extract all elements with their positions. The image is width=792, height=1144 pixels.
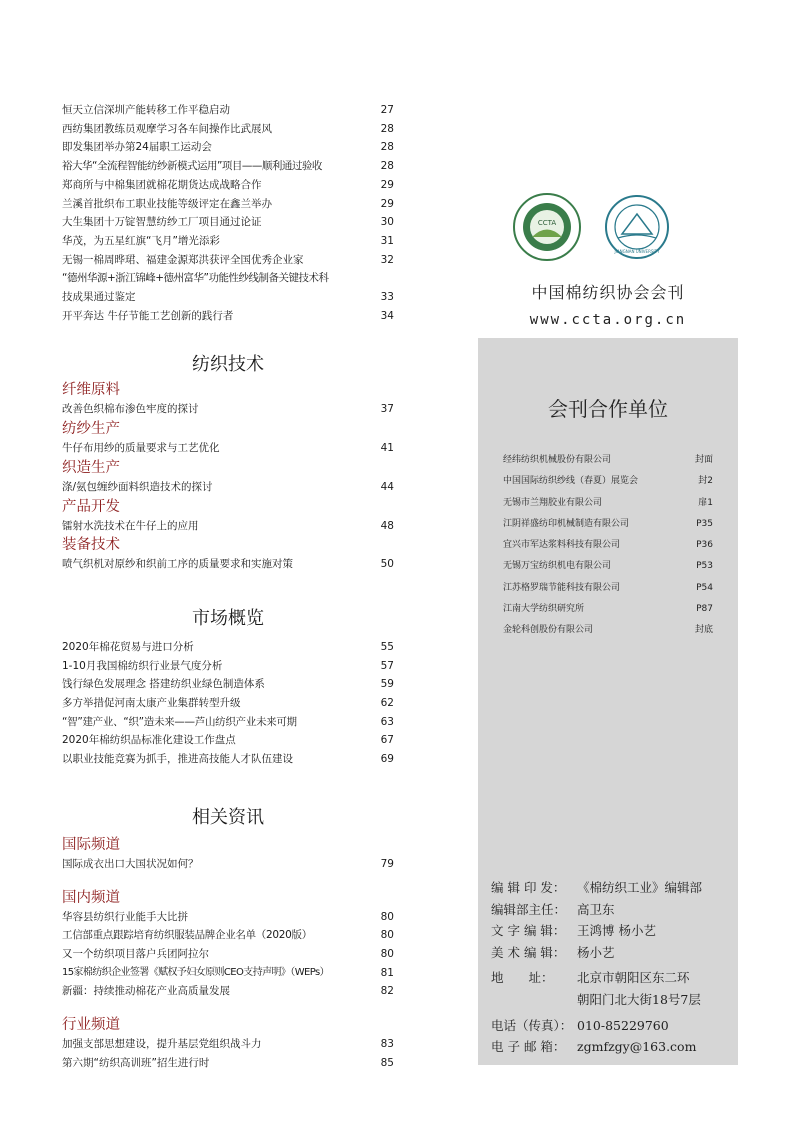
entry-title: 牛仔布用纱的质量要求与工艺优化 xyxy=(62,442,220,455)
entry-title: 1-10月我国棉纺织行业景气度分析 xyxy=(62,659,223,672)
entry-title: 喷气织机对原纱和织前工序的质量要求和实施对策 xyxy=(62,558,293,571)
subsection-title: 纺纱生产 xyxy=(62,421,120,438)
entry-title: “智”建产业、“织”造未来——芦山纺织产业未来可期 xyxy=(62,715,297,728)
partner-item xyxy=(503,599,713,620)
toc-entry[interactable] xyxy=(62,157,394,176)
entry-page: 29 xyxy=(380,197,394,210)
entry-page: 63 xyxy=(380,715,394,728)
toc-entry[interactable] xyxy=(62,1054,394,1073)
partner-name: 无锡万宝纺织机电有限公司 xyxy=(503,561,612,572)
entry-page: 69 xyxy=(380,753,394,766)
toc-entry[interactable] xyxy=(62,713,394,732)
entry-title: 即发集团举办第24届职工运动会 xyxy=(62,141,212,154)
text-editor-row xyxy=(491,920,736,942)
partner-position: P54 xyxy=(696,582,713,593)
partner-item xyxy=(503,493,713,514)
entry-page: 80 xyxy=(380,929,394,942)
entry-title: 华容县纺织行业能手大比拼 xyxy=(62,910,188,923)
partner-name: 宜兴市军达浆料科技有限公司 xyxy=(503,540,621,551)
toc-entry[interactable] xyxy=(62,1035,394,1054)
entry-page: 57 xyxy=(380,659,394,672)
subsection-title: 行业频道 xyxy=(62,1017,120,1034)
subsection-title: 国际频道 xyxy=(62,836,120,853)
entry-title: 涤/氨包缠纱面料织造技术的探讨 xyxy=(62,480,213,493)
entry-page: 50 xyxy=(380,558,394,571)
entry-title: 裕大华“全流程智能纺纱新模式运用”项目——顺利通过验收 xyxy=(62,160,322,173)
entry-page: 33 xyxy=(380,291,394,304)
logos xyxy=(512,192,672,272)
entry-title: 改善色织棉布渗色牢度的探讨 xyxy=(62,403,199,416)
toc-entry[interactable] xyxy=(62,251,394,270)
toc-entry[interactable] xyxy=(62,945,394,964)
partner-item xyxy=(503,620,713,641)
entry-title: 技成果通过鉴定 xyxy=(62,291,136,304)
entry-page: 59 xyxy=(380,678,394,691)
director-label: 编辑部主任： xyxy=(491,901,567,917)
section-title-news: 相关资讯 xyxy=(192,806,264,828)
toc-entry[interactable] xyxy=(62,982,394,1001)
partner-item xyxy=(503,471,713,492)
editorial-info xyxy=(491,877,736,1058)
entry-title: 郑商所与中棉集团就棉花期货达成战略合作 xyxy=(62,178,262,191)
phone-row xyxy=(491,1015,736,1037)
entry-title: 第六期“纺织高训班”招生进行时 xyxy=(62,1056,210,1069)
address-line2: 朝阳门北大街18号7层 xyxy=(577,991,701,1007)
text-editor-label: 文 字 编 辑： xyxy=(491,923,566,939)
entry-title: 兰溪首批织布工职业技能等级评定在鑫兰举办 xyxy=(62,197,272,210)
entry-page: 80 xyxy=(380,947,394,960)
partners-list xyxy=(503,450,713,642)
toc-entry[interactable] xyxy=(62,750,394,769)
partner-name: 中国国际纺织纱线（春夏）展览会 xyxy=(503,476,639,487)
toc-entry[interactable] xyxy=(62,555,394,574)
partner-name: 经纬纺织机械股份有限公司 xyxy=(503,455,612,465)
partner-name: 江苏格罗瑞节能科技有限公司 xyxy=(503,582,621,593)
entry-title: 无锡一棉周晔珺、福建金源郑洪获评全国优秀企业家 xyxy=(62,253,304,266)
entry-title: 新疆：持续推动棉花产业高质量发展 xyxy=(62,985,230,998)
email-label: 电 子 邮 箱： xyxy=(491,1039,566,1055)
partner-item xyxy=(503,556,713,577)
entry-title: 多方举措促河南太康产业集群转型升级 xyxy=(62,697,241,710)
art-editor-value: 杨小艺 xyxy=(577,944,615,960)
art-editor-row xyxy=(491,942,736,964)
toc-entry[interactable] xyxy=(62,517,394,536)
entry-title: 2020年棉花贸易与进口分析 xyxy=(62,640,194,653)
entry-page: 44 xyxy=(380,480,394,493)
entry-page: 62 xyxy=(380,697,394,710)
toc-entry[interactable] xyxy=(62,478,394,497)
director-row xyxy=(491,899,736,921)
entry-title: 15家棉纺织企业签署《赋权予妇女原则CEO支持声明》（WEPs） xyxy=(62,966,329,978)
entry-page: 81 xyxy=(380,966,394,979)
address-line1: 北京市朝阳区东二环 xyxy=(577,970,690,986)
partner-position: 封底 xyxy=(694,625,713,636)
entry-page: 28 xyxy=(380,122,394,135)
toc-entry[interactable] xyxy=(62,120,394,139)
director-value: 高卫东 xyxy=(577,901,615,917)
toc-entry[interactable] xyxy=(62,964,394,983)
entry-title: 2020年棉纺织品标准化建设工作盘点 xyxy=(62,734,236,747)
entry-page: 32 xyxy=(380,253,394,266)
toc-entry[interactable] xyxy=(62,694,394,713)
entry-title: 饯行绿色发展理念 搭建纺织业绿色制造体系 xyxy=(62,678,265,691)
partner-item xyxy=(503,450,713,471)
publisher-label: 编 辑 印 发： xyxy=(491,880,566,895)
entry-title: 镭射水洗技术在牛仔上的应用 xyxy=(62,519,199,532)
entry-title: 恒天立信深圳产能转移工作平稳启动 xyxy=(62,104,230,116)
svg-text:CCTA: CCTA xyxy=(537,219,557,227)
entry-page: 79 xyxy=(380,857,394,870)
entry-title: “德州华源+浙江锦峰+德州富华”功能性纱线制备关键技术科 xyxy=(62,272,329,285)
entry-title: 又一个纺织项目落户兵团阿拉尔 xyxy=(62,947,209,960)
toc-entry[interactable] xyxy=(62,908,394,927)
address-row xyxy=(491,967,736,989)
section-title-tech: 纺织技术 xyxy=(192,354,264,376)
phone-label: 电话（传真）： xyxy=(491,1017,573,1033)
toc-entry[interactable] xyxy=(62,657,394,676)
subsection-title: 国内频道 xyxy=(62,889,120,906)
partner-position: 扉1 xyxy=(698,497,713,508)
entry-page: 67 xyxy=(380,734,394,747)
section-title-market: 市场概览 xyxy=(192,607,264,629)
email-row xyxy=(491,1036,736,1058)
entry-title: 华茂，为五星红旗“飞月”增光添彩 xyxy=(62,234,220,247)
entry-page: 31 xyxy=(380,234,394,247)
publication-url[interactable]: www.ccta.org.cn xyxy=(529,312,687,328)
entry-page: 28 xyxy=(380,141,394,154)
toc-entry[interactable] xyxy=(62,232,394,251)
entry-page: 30 xyxy=(380,216,394,229)
partner-item xyxy=(503,535,713,556)
entry-title: 西纺集团教练员观摩学习各车间操作比武展风 xyxy=(62,122,272,135)
jiangnan-university-logo xyxy=(604,194,670,260)
toc-entry[interactable] xyxy=(62,400,394,419)
entry-page: 34 xyxy=(380,309,394,322)
publication-name: 中国棉纺织协会会刊 xyxy=(531,283,685,302)
partner-name: 金轮科创股份有限公司 xyxy=(503,625,594,636)
toc-entry[interactable] xyxy=(62,288,394,307)
entry-title: 以职业技能竞赛为抓手，推进高技能人才队伍建设 xyxy=(62,753,293,766)
entry-page: 37 xyxy=(380,403,394,416)
entry-page: 80 xyxy=(380,910,394,923)
toc-entry[interactable] xyxy=(62,638,394,657)
entry-page: 27 xyxy=(380,104,394,116)
toc-entry[interactable] xyxy=(62,307,394,326)
toc-entry[interactable] xyxy=(62,731,394,750)
toc-entry[interactable] xyxy=(62,195,394,214)
subsection-title: 纤维原料 xyxy=(62,382,120,399)
partner-name: 无锡市兰翔胶业有限公司 xyxy=(503,497,603,508)
partner-position: 封面 xyxy=(694,455,713,465)
toc-entry[interactable] xyxy=(62,138,394,157)
phone-value: 010-85229760 xyxy=(577,1017,669,1033)
toc-entry[interactable] xyxy=(62,675,394,694)
subsection-title: 装备技术 xyxy=(62,537,120,554)
top-news-list xyxy=(62,101,394,325)
partner-position: P53 xyxy=(696,561,713,572)
partner-position: P87 xyxy=(696,604,713,615)
toc-entry[interactable] xyxy=(62,213,394,232)
toc-entry[interactable] xyxy=(62,926,394,945)
ccta-logo xyxy=(512,192,582,262)
subsection-title: 产品开发 xyxy=(62,498,120,515)
toc-entry[interactable] xyxy=(62,101,394,120)
entry-page: 55 xyxy=(380,640,394,653)
partner-item xyxy=(503,578,713,599)
partner-position: 封2 xyxy=(698,476,713,487)
toc-entry[interactable] xyxy=(62,855,394,874)
entry-page: 82 xyxy=(380,985,394,998)
entry-title: 加强支部思想建设，提升基层党组织战斗力 xyxy=(62,1038,262,1051)
toc-entry[interactable] xyxy=(62,176,394,195)
entry-page: 48 xyxy=(380,519,394,532)
partners-title: 会刊合作单位 xyxy=(548,397,668,421)
entry-title: 工信部重点跟踪培育纺织服装品牌企业名单（2020版） xyxy=(62,929,312,942)
address-label: 地 址： xyxy=(491,970,554,986)
partner-name: 江南大学纺织研究所 xyxy=(503,604,585,615)
entry-title: 开平奔达 牛仔节能工艺创新的践行者 xyxy=(62,309,234,322)
entry-page: 83 xyxy=(380,1038,394,1051)
toc-entry[interactable] xyxy=(62,269,394,288)
art-editor-label: 美 术 编 辑： xyxy=(491,944,566,960)
entry-title: 国际成衣出口大国状况如何？ xyxy=(62,857,199,870)
publisher-value: 《棉纺织工业》编辑部 xyxy=(577,880,703,895)
svg-text:JIANGNAN UNIVERSITY: JIANGNAN UNIVERSITY xyxy=(614,249,660,254)
subsection-title: 织造生产 xyxy=(62,459,120,476)
entry-page: 85 xyxy=(380,1056,394,1069)
entry-title: 大生集团十万锭智慧纺纱工厂项目通过论证 xyxy=(62,216,262,229)
partner-name: 江阴祥盛纺印机械制造有限公司 xyxy=(503,518,630,529)
entry-page: 28 xyxy=(380,160,394,173)
partner-item xyxy=(503,514,713,535)
entry-page: 41 xyxy=(380,442,394,455)
email-value[interactable]: zgmfzgy@163.com xyxy=(577,1039,697,1055)
partner-position: P35 xyxy=(696,518,713,529)
toc-entry[interactable] xyxy=(62,439,394,458)
text-editor-value: 王鸿博 杨小艺 xyxy=(577,923,656,939)
table-of-contents xyxy=(62,101,394,1073)
partner-position: P36 xyxy=(696,540,713,551)
entry-page: 29 xyxy=(380,178,394,191)
publisher-row xyxy=(491,877,736,899)
